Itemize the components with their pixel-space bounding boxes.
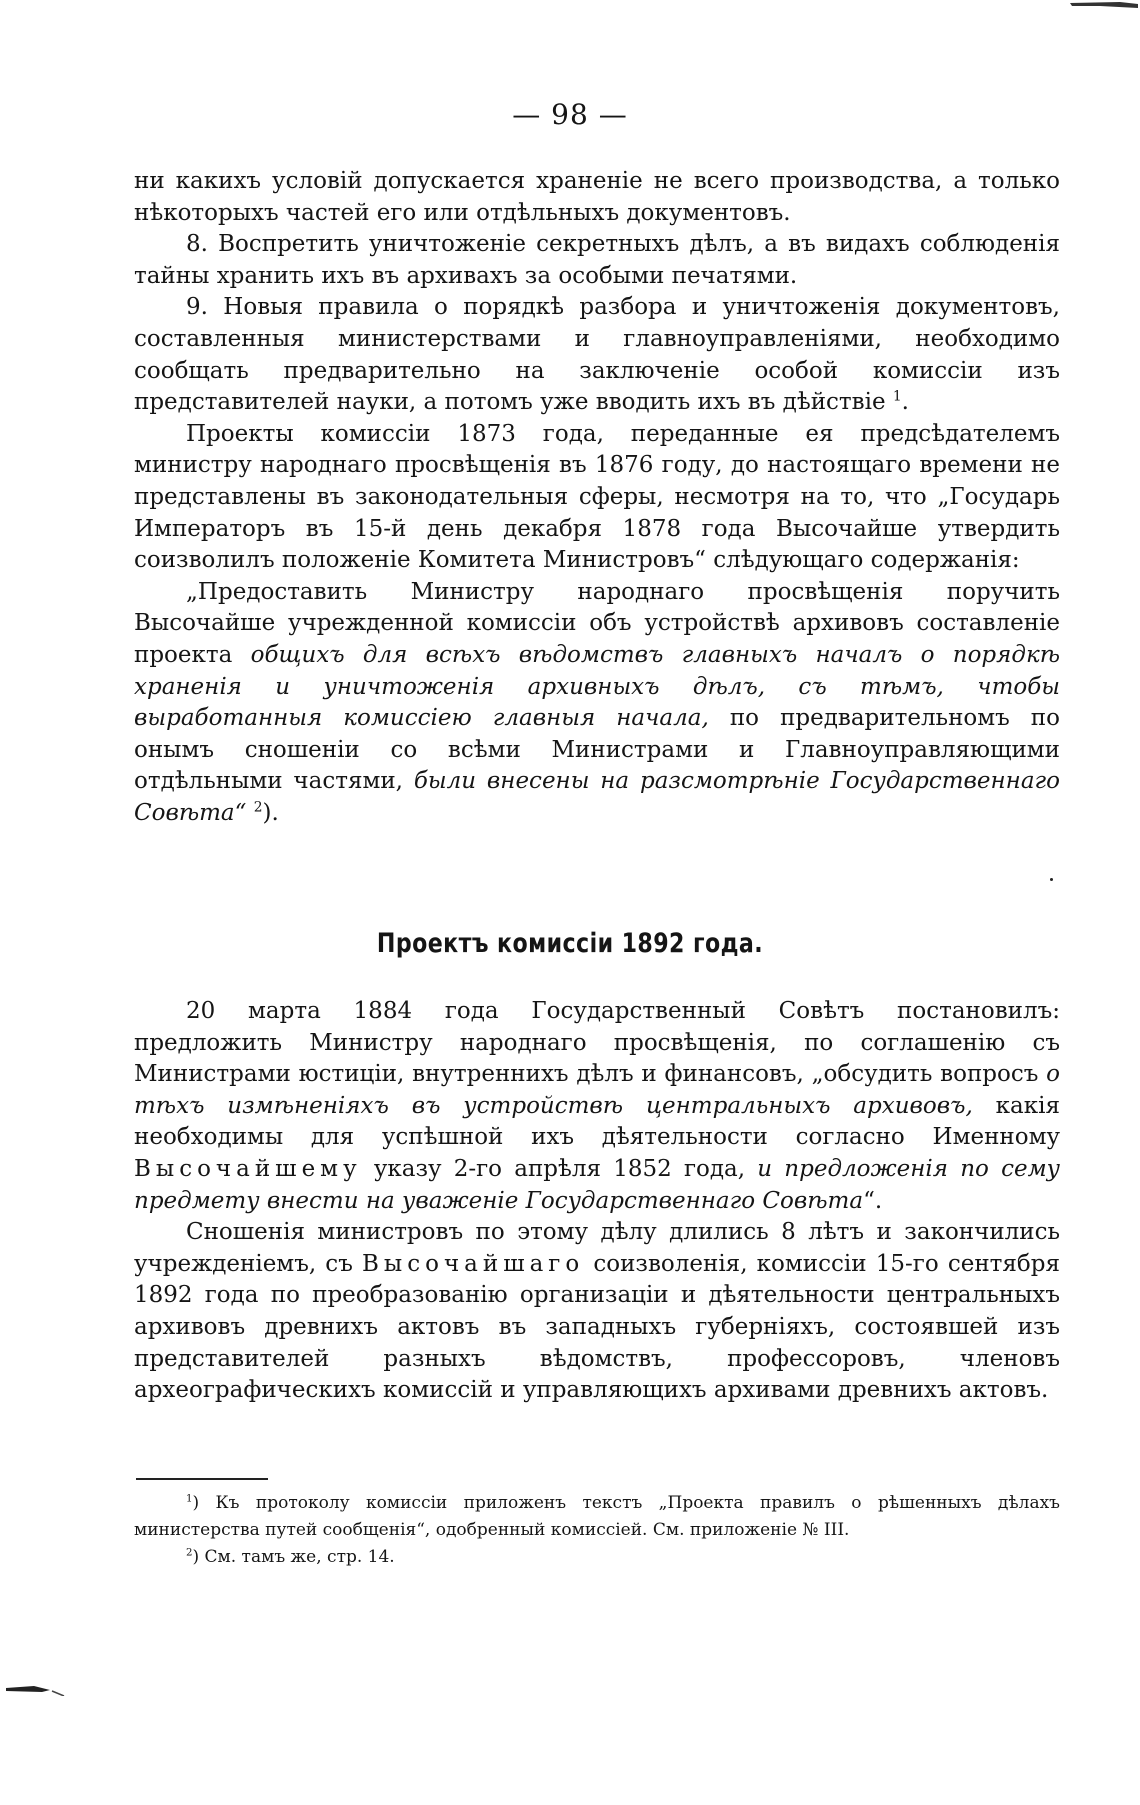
p1-end: “.	[863, 1187, 883, 1214]
footnote-2-mark: 2	[186, 1547, 193, 1559]
footnote-ref-2-close: ).	[262, 799, 279, 826]
footnote-ref-1: 1	[892, 388, 902, 405]
footnote-divider	[136, 1478, 268, 1480]
quote-italic-1: общихъ для всѣхъ вѣдомствъ главныхъ началъ о порядкѣ храненія и уничтоженія архивныхъ дѣлъ, съ тѣмъ, чтобы выработанныя комиссіею главныя начала,	[134, 641, 1060, 732]
p1-italic-1: о тѣхъ измѣненіяхъ въ устройствѣ центральныхъ архивовъ,	[134, 1061, 1060, 1119]
paragraph-item-8: 8. Воспретить уничтоженіе секретныхъ дѣлъ, а въ видахъ соблюденія тайны хранить ихъ въ архивахъ за особыми печатями.	[134, 231, 1060, 289]
page-number: — 98 —	[512, 98, 628, 131]
scan-artifact-bottom	[6, 1682, 66, 1696]
footnote-ref-2: 2	[253, 799, 263, 816]
footnote-2-text: ) См. тамъ же, стр. 14.	[192, 1547, 395, 1567]
footnote-1-mark: 1	[186, 1493, 193, 1505]
footnotes	[134, 1490, 1060, 1571]
text-block-bottom	[134, 996, 1060, 1407]
p1-part-b: какія необходимы для успѣшной ихъ дѣятельности согласно Именному	[134, 1092, 1061, 1151]
footnote-2	[134, 1544, 1060, 1571]
section-heading: Проектъ комиссіи 1892 года.	[376, 928, 764, 959]
quote-part-1: „Предоставить Министру народнаго просвѣщенія поручить Высочайше учрежденной комиссіи объ устройствѣ архивовъ составленіе проекта	[134, 578, 1060, 668]
quote-italic-2: были внесены на разсмотрѣніе Государственнаго Совѣта“	[134, 768, 1061, 826]
text-block-top	[134, 166, 1060, 829]
p1-part-c: указу 2-го апрѣля 1852 года,	[361, 1155, 758, 1182]
p1-part-a: 20 марта 1884 года Государственный Совѣтъ постановилъ: предложить Министру народнаго просвѣщенія, по соглашенію съ Министрами юстиціи, внутреннихъ дѣлъ и финансовъ, „обсудить вопросъ	[134, 998, 1060, 1088]
paragraph-item-9-text: 9. Новыя правила о порядкѣ разбора и уничтоженія документовъ, составленныя министерствами и главноуправленіями, необходимо сообщать предварительно на заключеніе особой комиссіи изъ представителей науки, а потомъ уже вводить ихъ въ дѣйствіе	[134, 294, 1060, 416]
quote-paragraph	[134, 577, 1060, 830]
p2-part-b: соизволенія, комиссіи 15-го сентября 1892 года по преобразованію организаціи и дѣятельности центральныхъ архивовъ древнихъ актовъ въ западныхъ губерніяхъ, состоявшей изъ представителей разныхъ вѣдомствъ, профессоровъ, членовъ археографическихъ комиссій и управляющихъ архивами древнихъ актовъ.	[134, 1250, 1060, 1404]
paragraph-continuation: ни какихъ условій допускается храненіе не всего производства, а только нѣкоторыхъ частей его или отдѣльныхъ документовъ.	[134, 168, 1060, 226]
paragraph-1892	[134, 1217, 1060, 1407]
paragraph-item-9	[134, 292, 1060, 418]
p2-part-a: Сношенія министровъ по этому дѣлу длились 8 лѣтъ и закончились учрежденіемъ, съ	[134, 1219, 1060, 1277]
p2-spaced-word: Высочайшаго	[362, 1250, 585, 1277]
quote-part-2: по предварительномъ по онымъ сношеніи со всѣми Министрами и Главноуправляющими отдѣльными частями,	[134, 705, 1060, 795]
p1-italic-2: и предложенія по сему предмету внести на уваженіе Государственнаго Совѣта	[134, 1155, 1060, 1214]
paragraph-1884	[134, 996, 1060, 1217]
paragraph-projects-1873: Проекты комиссіи 1873 года, переданные ея предсѣдателемъ министру народнаго просвѣщенія въ 1876 году, до настоящаго времени не представлены въ законодательныя сферы, несмотря на то, что „Государь Императоръ въ 15-й день декабря 1878 года Высочайше утвердить соизволилъ положеніе Комитета Министровъ“ слѣдующаго содержанія:	[134, 420, 1060, 574]
footnote-1	[134, 1490, 1060, 1544]
p1-spaced-word: Высочайшему	[134, 1155, 362, 1182]
footnote-ref-1-close: .	[901, 389, 909, 416]
scan-dot	[1050, 878, 1053, 881]
footnote-1-text: ) Къ протоколу комиссіи приложенъ текстъ „Проекта правилъ о рѣшенныхъ дѣлахъ министерства путей сообщенія“, одобренный комиссіей. См. приложеніе № III.	[134, 1493, 1060, 1540]
scan-artifact-top	[1060, 0, 1140, 12]
